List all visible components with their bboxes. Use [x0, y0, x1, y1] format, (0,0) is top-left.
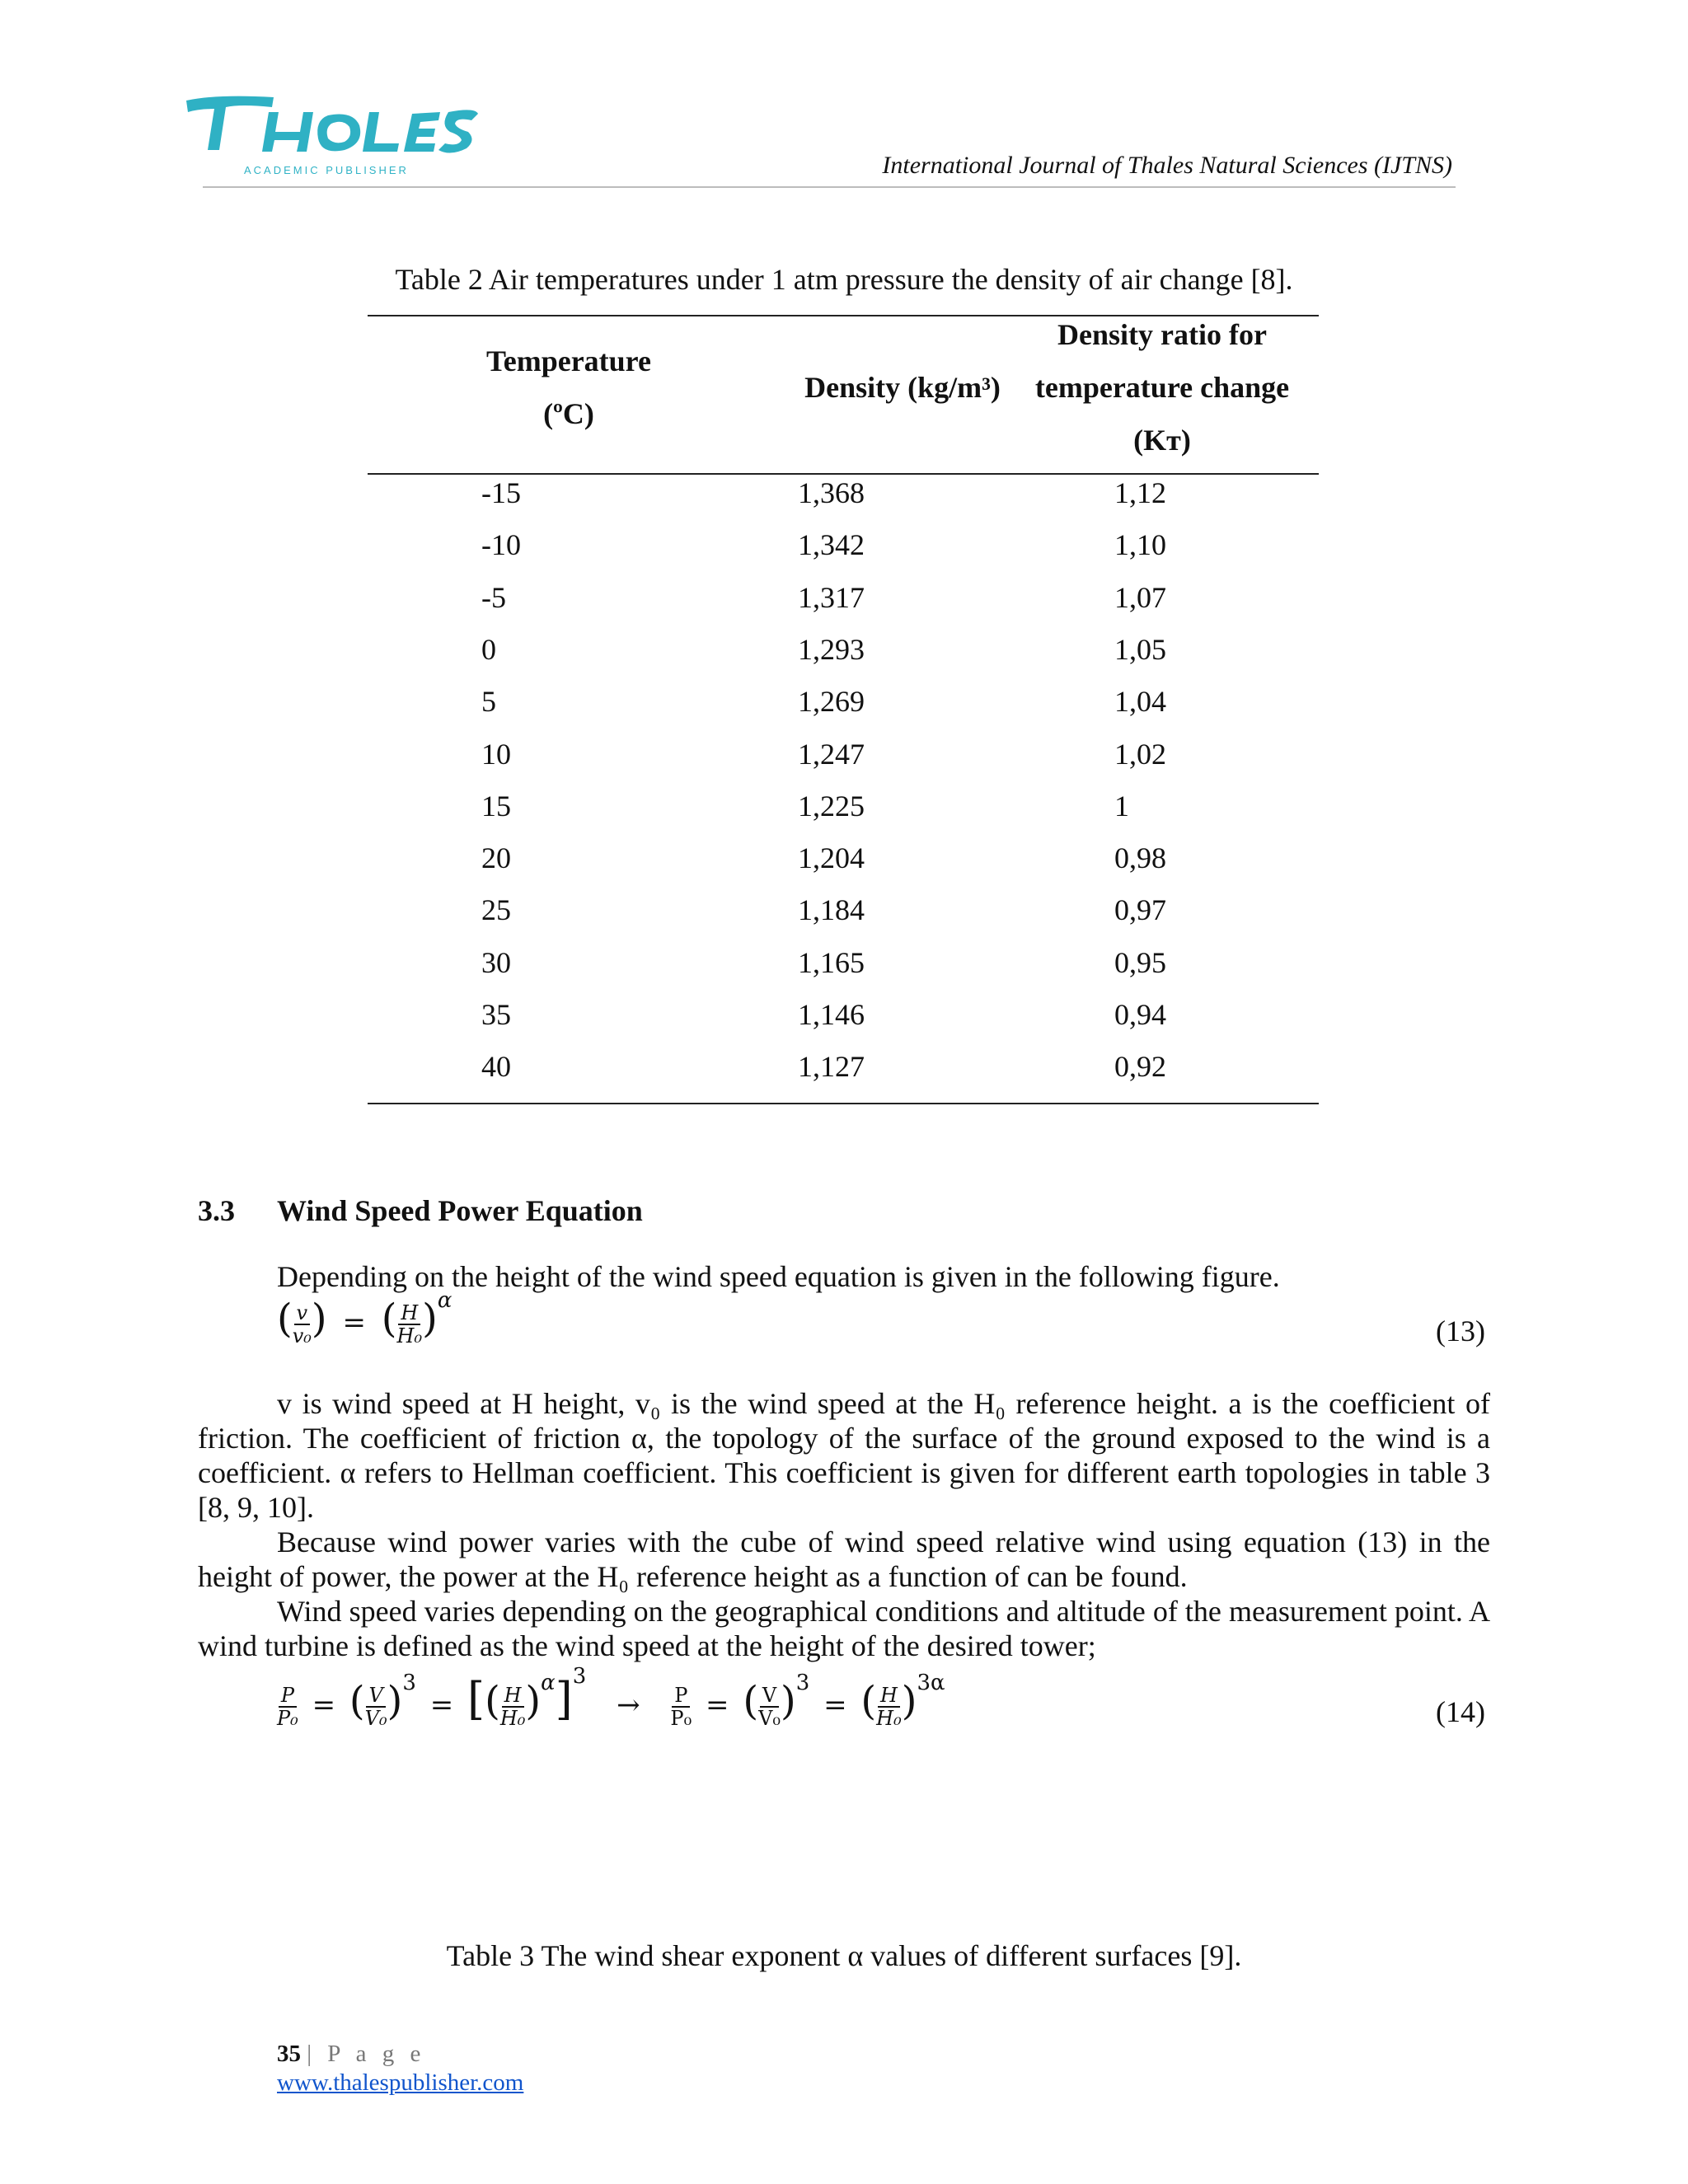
header-ratio-line3: (Kᴛ) [1133, 424, 1191, 457]
intro-paragraph: Depending on the height of the wind speed equation is given in the following figure. [277, 1260, 1280, 1293]
density-cell: 1,368 [798, 476, 865, 509]
density-cell: 1,146 [798, 998, 865, 1031]
table-3-caption: Table 3 The wind shear exponent α values of different surfaces [9]. [446, 1939, 1242, 1972]
header-temperature-label: Temperature [486, 344, 651, 377]
density-cell: 1,269 [798, 685, 865, 719]
page-number [277, 2041, 425, 2068]
ratio-cell: 1,12 [1114, 476, 1166, 509]
temperature-cell: 15 [481, 789, 511, 823]
ratio-cell: 0,95 [1114, 945, 1166, 979]
publisher-website-link[interactable]: www.thalespublisher.com [277, 2069, 524, 2096]
temperature-cell: -10 [481, 528, 521, 562]
table-2-caption: Table 2 Air temperatures under 1 atm pressure the density of air change [8]. [395, 263, 1293, 296]
ratio-cell: 1,07 [1114, 580, 1166, 614]
density-cell: 1,127 [798, 1050, 865, 1084]
table-bottom-rule [368, 1103, 1319, 1104]
ratio-cell: 0,94 [1114, 998, 1166, 1031]
density-cell: 1,342 [798, 528, 865, 562]
table-header-rule [368, 473, 1319, 475]
header-ratio-line1: Density ratio for [1057, 318, 1267, 351]
ratio-cell: 0,92 [1114, 1050, 1166, 1084]
ratio-cell: 0,98 [1114, 841, 1166, 875]
equation-13-number: (13) [1436, 1315, 1485, 1347]
temperature-cell: -5 [481, 580, 506, 614]
temperature-cell: 20 [481, 841, 511, 875]
page-label: | P a g e [307, 2041, 426, 2067]
temperature-cell: 10 [481, 737, 511, 771]
section-number: 3.3 [198, 1194, 235, 1227]
paragraph-power: Because wind power varies with the cube of wind speed relative wind using equation (13) in the height of power, the power at the H₀ reference height as a function of can be found. [198, 1526, 1490, 1593]
paragraph-turbine: Wind speed varies depending on the geographical conditions and altitude of the measurement point. A wind turbine is defined as the wind speed at the height of the desired tower; [198, 1595, 1490, 1662]
header-temperature [462, 335, 676, 440]
equation-14: $\frac{P}{\text{P₀}}$ = ( $\frac{V}{\text{V₀}}$ )$^3$ = [( $\frac{H}{\text{H₀}}$ )$^\alpha$]$^3$ → $\frac{P}{\text{P₀}}$ = ( $\frac{V}{\text{V₀}}$ )$^3$ = ( $\frac{H}{\text{H₀}}$ )$^{3\alpha}$ [277, 1663, 945, 1730]
density-cell: 1,293 [798, 632, 865, 666]
temperature-cell: 25 [481, 893, 511, 927]
journal-title: International Journal of Thales Natural Sciences (IJTNS) [882, 152, 1452, 179]
header-ratio-line2: temperature change [1034, 371, 1290, 404]
ratio-cell: 1 [1114, 789, 1129, 823]
ratio-cell: 1,02 [1114, 737, 1166, 771]
section-title: Wind Speed Power Equation [277, 1194, 643, 1227]
header-divider [203, 186, 1456, 188]
temperature-cell: 5 [481, 685, 496, 719]
temperature-cell: 40 [481, 1050, 511, 1084]
temperature-cell: 35 [481, 998, 511, 1031]
header-temperature-unit: (ºC) [543, 397, 594, 430]
temperature-cell: -15 [481, 476, 521, 509]
page-number-value: 35 [277, 2041, 301, 2067]
paragraph-definitions: v is wind speed at H height, v₀ is the wind speed at the H₀ reference height. a is the coefficient of friction. The coefficient of friction α, the topology of the surface of the ground exposed to the wind is a coefficient. α refers to Hellman coefficient. This coefficient is given for different earth topologies in table 3 [8, 9, 10]. [198, 1387, 1490, 1524]
equation-13: ( $\frac{v}{\text{v₀}}$ ) = ( $\frac{H}{\text{H₀}}$ )$^\alpha$ [277, 1287, 452, 1347]
ratio-cell: 1,04 [1114, 685, 1166, 719]
header-density: Density (kg/m³) [804, 371, 1001, 404]
density-cell: 1,204 [798, 841, 865, 875]
equation-14-number: (14) [1436, 1695, 1485, 1728]
temperature-cell: 30 [481, 945, 511, 979]
ratio-cell: 1,05 [1114, 632, 1166, 666]
density-cell: 1,247 [798, 737, 865, 771]
density-cell: 1,225 [798, 789, 865, 823]
density-cell: 1,165 [798, 945, 865, 979]
header-density-ratio [1014, 308, 1311, 466]
logo-subtitle: ACADEMIC PUBLISHER [244, 164, 409, 176]
ratio-cell: 1,10 [1114, 528, 1166, 562]
temperature-cell: 0 [481, 632, 496, 666]
density-cell: 1,317 [798, 580, 865, 614]
density-cell: 1,184 [798, 893, 865, 927]
ratio-cell: 0,97 [1114, 893, 1166, 927]
